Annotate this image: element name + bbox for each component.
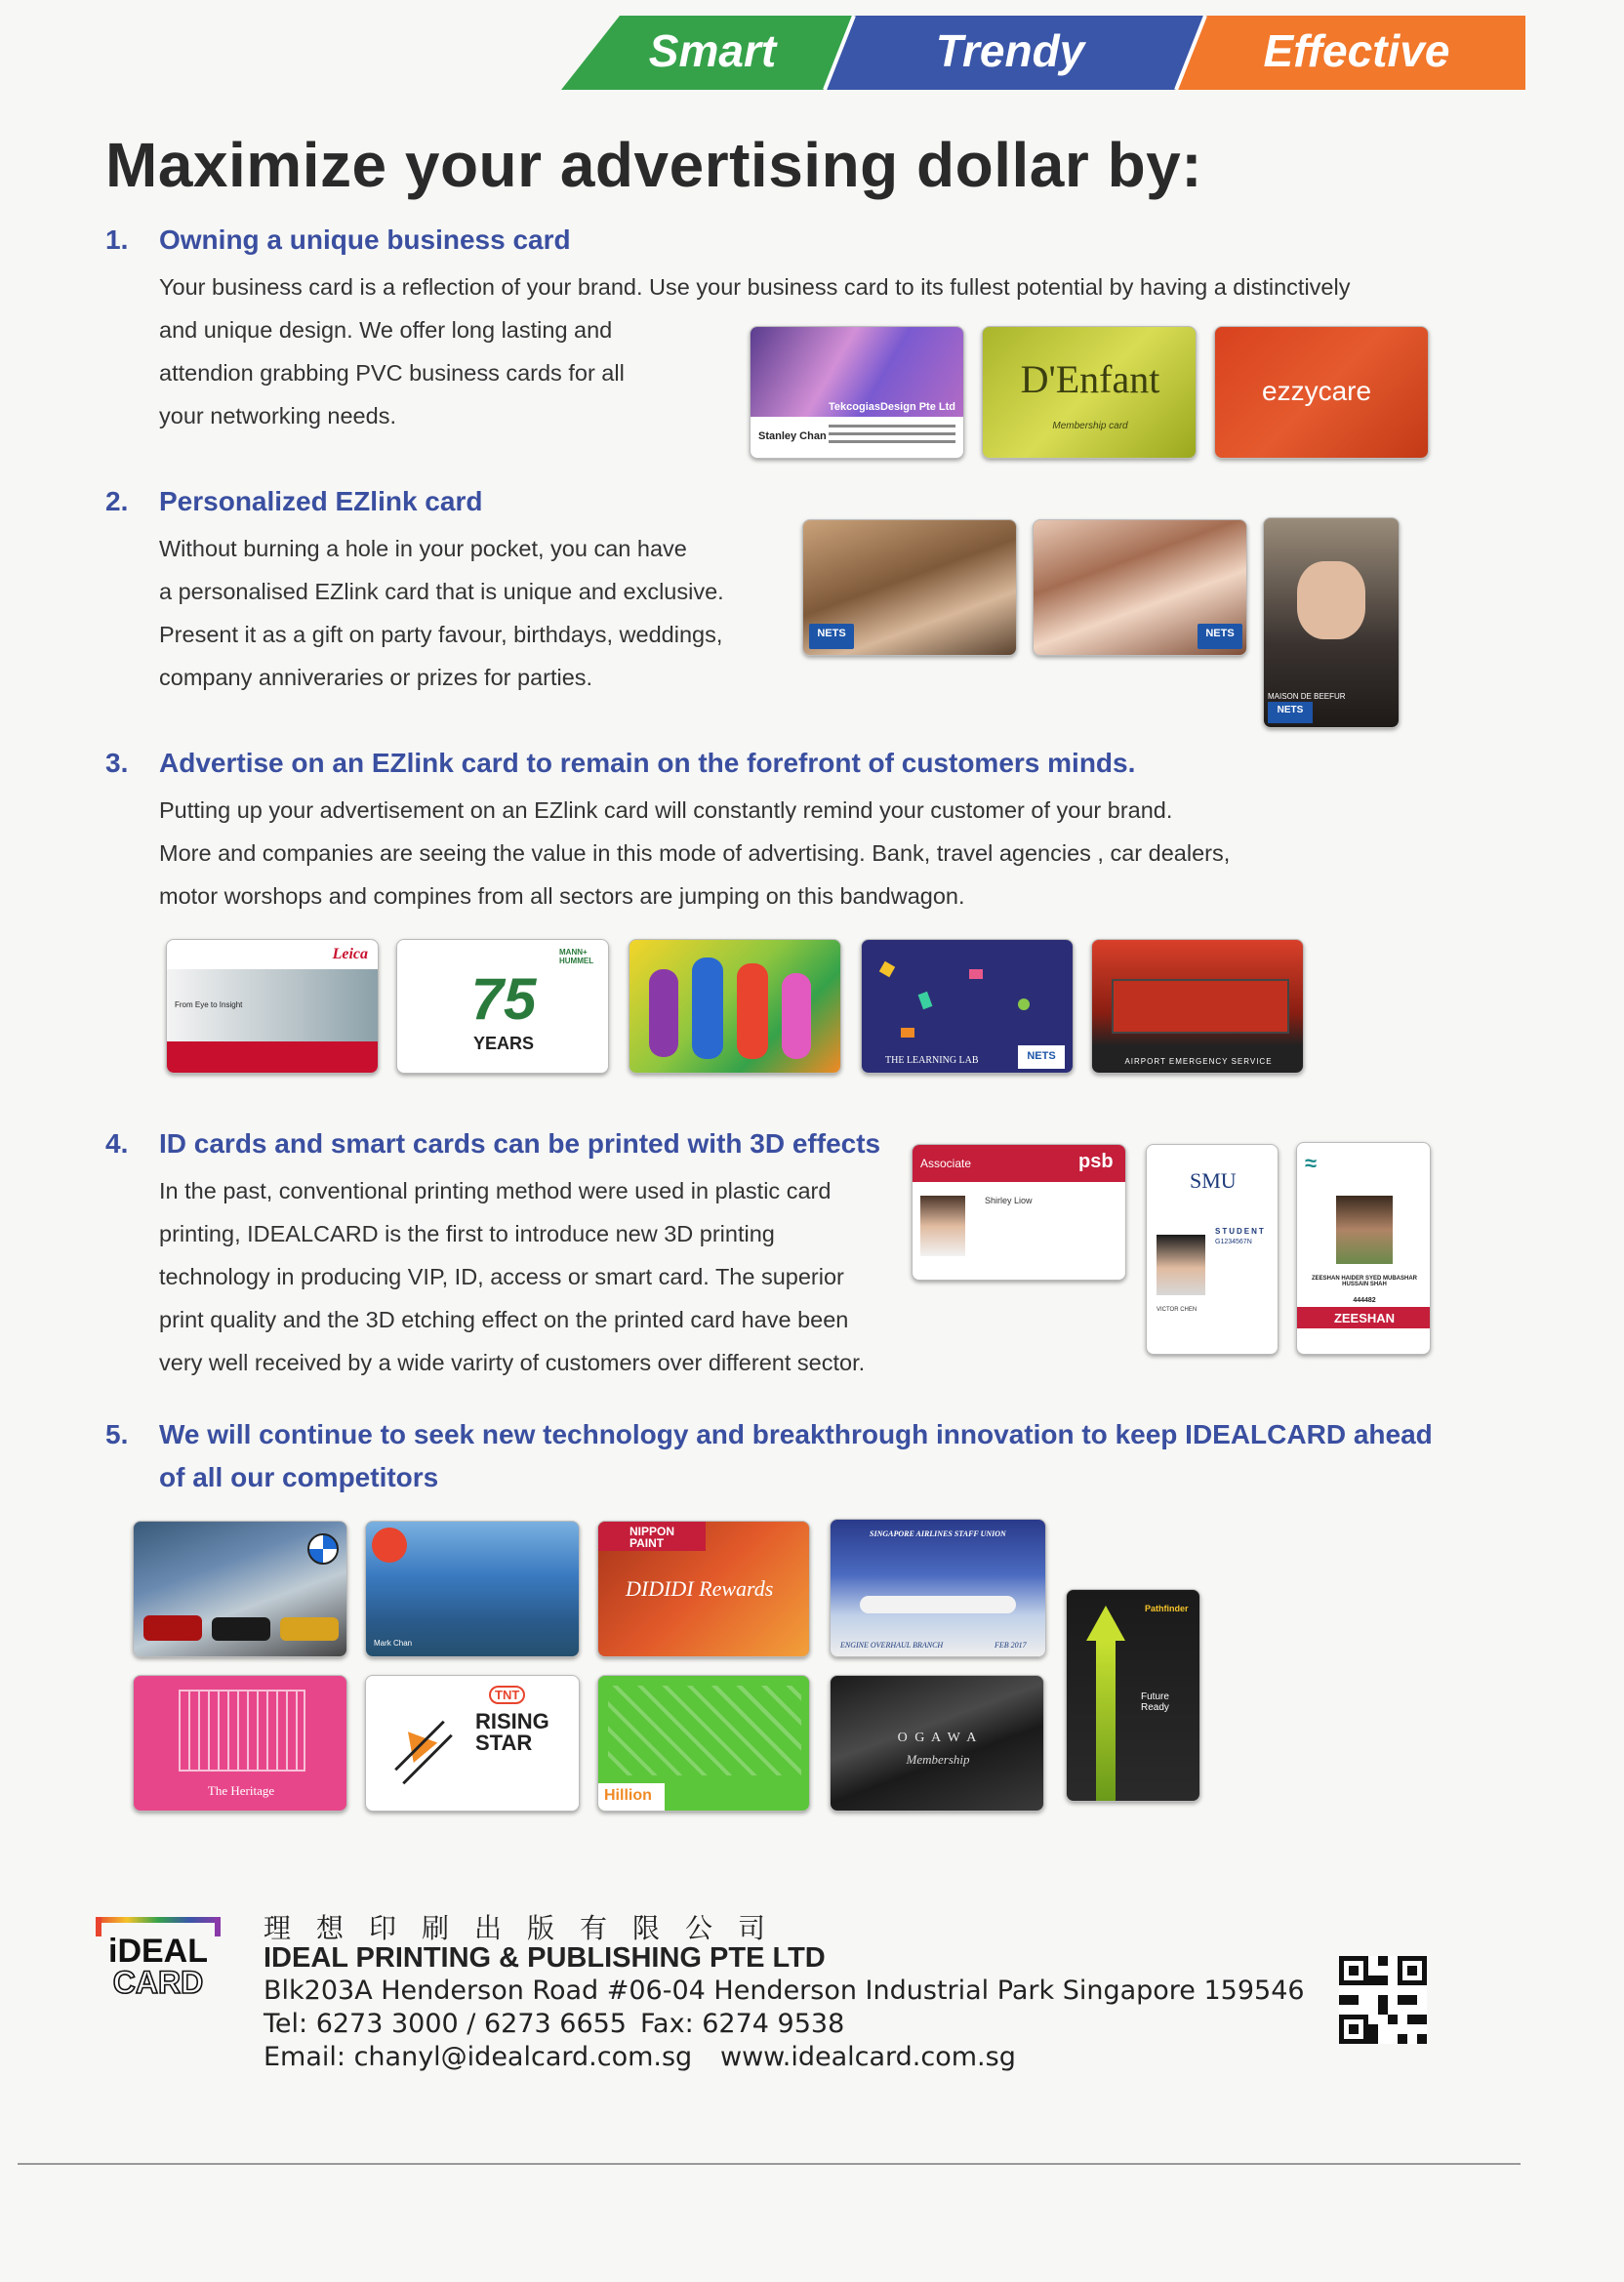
section-1-line: and unique design. We offer long lasting and [159,317,613,343]
section-1-line: your networking needs. [159,403,396,428]
card-brand: SINGAPORE AIRLINES STAFF UNION [870,1529,1006,1538]
section-1-line: attendion grabbing PVC business cards for all [159,360,625,386]
section-3-line: motor worshops and compines from all sectors are jumping on this bandwagon. [159,883,965,909]
id-card-zeeshan: ≈ ZEESHAN HAIDER SYED MUBASHAR HUSSAIN SHAH 444482 ZEESHAN [1296,1142,1431,1355]
section-4-title: ID cards and smart cards can be printed with 3D effects [159,1128,881,1159]
smu-logo: SMU [1190,1168,1237,1193]
nippon-logo: NIPPON PAINT [629,1525,675,1550]
card-role: STUDENT [1215,1227,1266,1236]
card-bmw [133,1521,347,1657]
ezlink-card-leica [166,939,379,1074]
card-nippon-paint [597,1521,810,1657]
logo-text-ideal: iDEAL [108,1933,208,1970]
card-date: FEB 2017 [995,1641,1027,1650]
section-2-line: company anniveraries or prizes for parties. [159,665,593,690]
section-1-number: 1. [105,224,129,255]
banner-smart: Smart [648,25,777,76]
slogan-banner [561,16,1525,90]
nets-logo: NETS [1018,1045,1065,1069]
nets-logo: NETS [809,624,854,649]
id-card-psb-associate [912,1144,1126,1281]
company-address: Blk203A Henderson Road #06-04 Henderson Industrial Park Singapore 159546 [264,1976,1305,2006]
card-caption: AIRPORT EMERGENCY SERVICE [1124,1057,1273,1066]
banner-trendy: Trendy [935,25,1085,76]
card-name: Stanley Chan [758,430,827,442]
section-2-number: 2. [105,486,129,516]
page-title: Maximize your advertising dollar by: [105,130,1203,200]
card-holder-name: ZEESHAN [1333,1311,1396,1325]
section-4-body [159,1169,865,1384]
card-title: RISING STAR [475,1709,549,1755]
card-hillion [597,1675,810,1812]
company-email[interactable]: Email: chanyl@idealcard.com.sg [264,2042,693,2072]
section-4-number: 4. [105,1128,129,1159]
card-brand: THE LEARNING LAB [885,1055,979,1066]
card-subtitle: ENGINE OVERHAUL BRANCH [840,1641,944,1650]
ezlink-card-family-photo [802,519,1017,656]
anniversary-number: 75 [470,966,537,1032]
card-ogawa-membership [830,1675,1044,1812]
section-4-line: In the past, conventional printing method were used in plastic card [159,1178,832,1203]
business-card-tekcogias [750,326,964,459]
card-brand: The Heritage [207,1783,275,1798]
section-4-line: technology in producing VIP, ID, access or smart card. The superior [159,1264,844,1289]
section-5-title-line-2: of all our competitors [159,1462,439,1492]
section-4-line: printing, IDEALCARD is the first to introduce new 3D printing [159,1221,775,1246]
ezlink-card-airport-emergency [1091,939,1304,1074]
section-1-title: Owning a unique business card [159,224,571,255]
section-3-title: Advertise on an EZlink card to remain on the forefront of customers minds. [159,748,1136,778]
section-2-line: a personalised EZlink card that is unique and exclusive. [159,579,724,604]
company-fax: Fax: 6274 9538 [640,2009,845,2039]
ezlink-card-mann-hummel [396,939,609,1074]
section-4-line: very well received by a wide varirty of customers over different sector. [159,1350,866,1375]
card-brand: TNT [489,1686,525,1704]
id-card-smu-student [1146,1144,1279,1355]
company-website[interactable]: www.idealcard.com.sg [720,2042,1016,2072]
company-tel: Tel: 6273 3000 / 6273 6655 [264,2009,627,2039]
card-holder-fullname: ZEESHAN HAIDER SYED MUBASHAR HUSSAIN SHAH [1311,1276,1417,1287]
section-5-title-line-1: We will continue to seek new technology and breakthrough innovation to keep IDEALCARD ahead [159,1419,1433,1449]
card-tagline: From Eye to Insight [175,1000,243,1009]
card-holder-name: Shirley Liow [985,1196,1033,1205]
ideal-card-logo [94,1913,223,1999]
company-name-chinese: 理想印刷出版有限公司 [264,1913,792,1943]
psb-logo: psb [1078,1151,1114,1172]
nets-logo: NETS [1198,624,1242,649]
leica-logo: Leica [332,946,368,962]
anniversary-years: YEARS [472,1034,534,1053]
card-sia-staff-union [830,1519,1046,1657]
logo-text-card: CARD [112,1965,204,1999]
section-5-number: 5. [105,1419,129,1449]
section-3-body [159,789,1230,917]
company-name: IDEAL PRINTING & PUBLISHING PTE LTD [264,1942,826,1974]
card-the-heritage [133,1675,347,1812]
ezlink-card-learning-lab [861,939,1074,1074]
card-caption: MAISON DE BEEFUR [1268,692,1346,701]
ezlink-card-friends-photo [1033,519,1247,656]
section-2-line: Without burning a hole in your pocket, you can have [159,536,687,561]
section-2-line: Present it as a gift on party favour, birthdays, weddings, [159,622,723,647]
section-2-body [159,527,724,699]
card-brand: TekcogiasDesign Pte Ltd [829,401,955,413]
card-brand: ezzycare [1262,376,1372,406]
card-slogan: Future Ready [1141,1691,1169,1713]
ezlink-card-superheroes [629,939,841,1074]
student-id: G1234567N [1215,1239,1252,1245]
section-3-number: 3. [105,748,129,778]
section-3-line: More and companies are seeing the value in this mode of advertising. Bank, travel agencies , car dealers, [159,840,1231,866]
card-ezzycare [1214,326,1429,459]
card-subtitle: Membership [906,1752,970,1767]
section-2-title: Personalized EZlink card [159,486,483,516]
section-4-line: print quality and the 3D etching effect on the printed card have been [159,1307,849,1332]
section-3-line: Putting up your advertisement on an EZlink card will constantly remind your customer of your brand. [159,797,1173,823]
qr-code [1339,1956,1427,2044]
card-brand: D'Enfant [1020,357,1160,401]
section-1-line: Your business card is a reflection of your brand. Use your business card to its fullest potential by having a distinctively [159,274,1351,300]
rewards-title: DIDIDI Rewards [626,1576,774,1601]
card-holder-name: VICTOR CHEN [1157,1307,1198,1313]
card-rising-star [365,1675,580,1812]
hillion-logo: Hillion [604,1787,652,1804]
card-holder-name: Mark Chan [374,1639,413,1648]
card-pathfinder [1066,1589,1200,1802]
card-brand: MANN+ HUMMEL [559,948,594,965]
card-brand: Pathfinder [1145,1604,1189,1613]
card-role: Associate [920,1157,972,1170]
bottom-divider [18,2163,1521,2165]
ogawa-logo: O G A W A [897,1731,979,1745]
ezlink-card-portrait [1263,517,1400,728]
banner-effective: Effective [1263,25,1450,76]
card-subtitle: Membership card [1052,421,1128,431]
membership-card-denfant [982,326,1197,459]
card-id-number: 444482 [1353,1297,1376,1304]
card-singapore-merlion [365,1521,580,1657]
nets-logo: NETS [1268,702,1313,723]
